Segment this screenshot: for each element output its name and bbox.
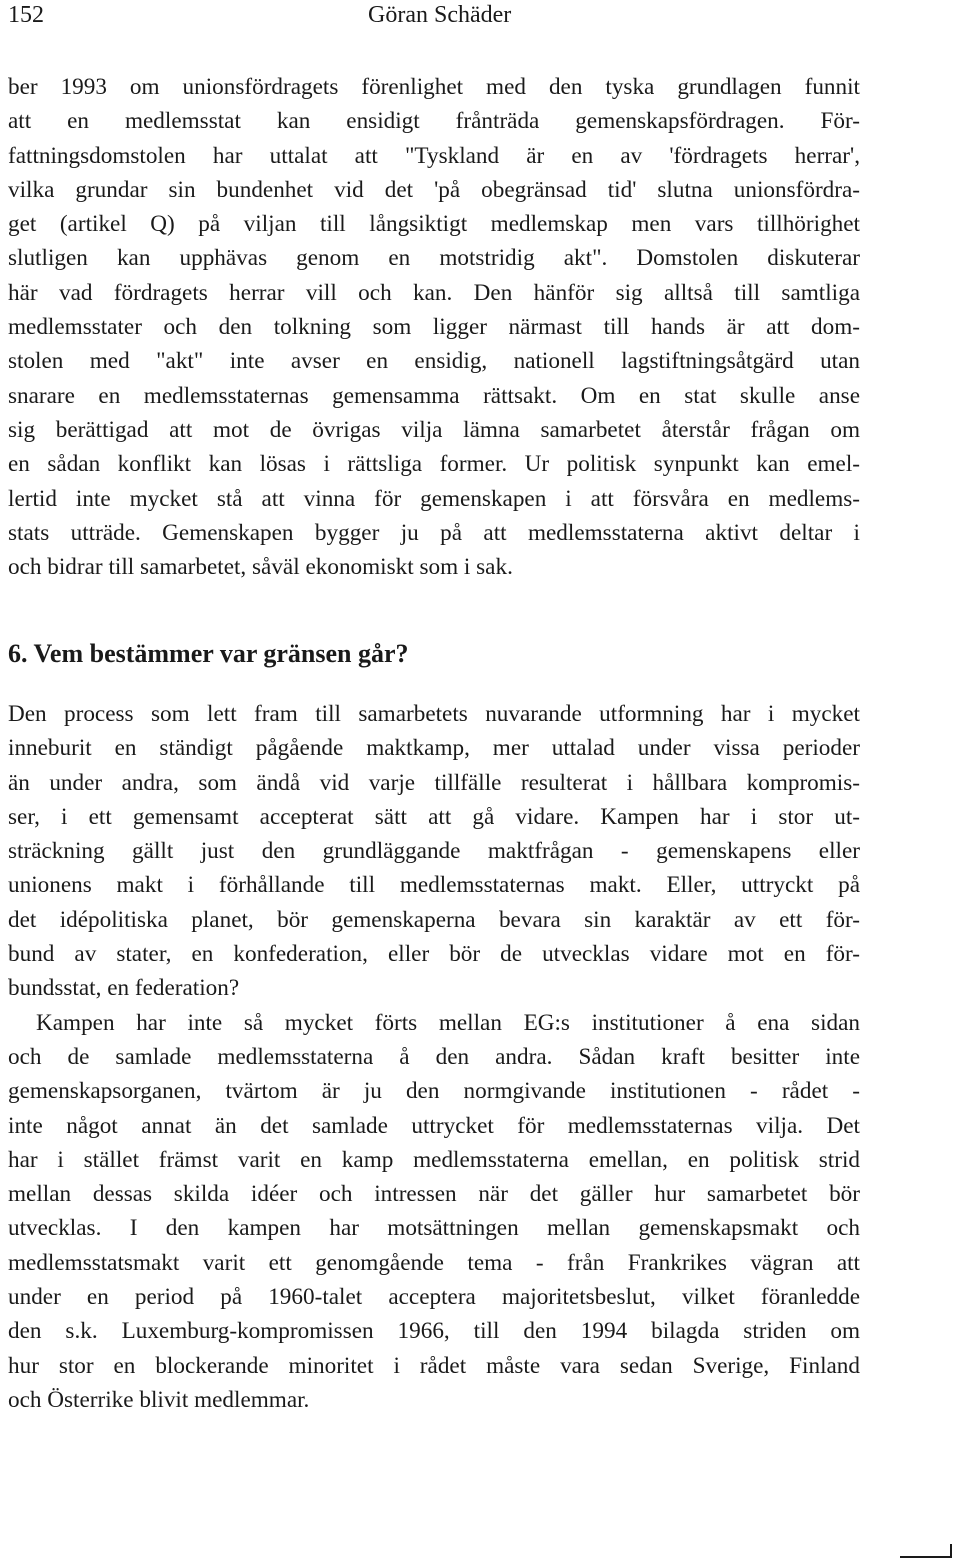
text-line: mellan dessas skilda idéer och intressen när det gäller hur samarbetet bör (8, 1181, 860, 1208)
running-head: Göran Schäder (368, 2, 512, 28)
text-line: inte något annat än det samlade uttrycket för medlemsstaternas vilja. Det (8, 1112, 860, 1139)
text-line: bund av stater, en konfederation, eller bör de utvecklas vidare mot en för- (8, 941, 860, 968)
text-line: get (artikel Q) på viljan till långsiktigt medlemskap men vars tillhörighet (8, 211, 860, 238)
text-line: vilka grundar sin bundenhet vid det 'på obegränsad tid' slutna unionsfördra- (8, 176, 860, 203)
text-line: och bidrar till samarbetet, såväl ekonomiskt som i sak. (8, 554, 513, 581)
text-line: slutligen kan upphävas genom en motstridig akt". Domstolen diskuterar (8, 245, 860, 272)
text-line: och Österrike blivit medlemmar. (8, 1386, 310, 1413)
text-line: ber 1993 om unionsfördragets förenlighet med den tyska grundlagen funnit (8, 74, 860, 100)
text-line: gemenskapsorganen, tvärtom är ju den normgivande institutionen - rådet - (8, 1078, 860, 1105)
page-number: 152 (8, 2, 44, 28)
text-line: medlemsstatsmakt varit ett genomgående tema - från Frankrikes vägran att (8, 1249, 860, 1276)
paragraph-2 (8, 697, 860, 1417)
text-line: än under andra, som ändå vid varje tillfälle resulterat i hållbara kompromis- (8, 769, 860, 796)
page-header (0, 0, 960, 34)
paragraph-1 (8, 70, 860, 584)
text-line: fattningsdomstolen har uttalat att "Tyskland är en av 'fördragets herrar', (8, 142, 860, 169)
text-line: lertid inte mycket stå att vinna för gemenskapen i att försvåra en medlems- (8, 485, 860, 512)
section-heading: 6. Vem bestämmer var gränsen går? (8, 639, 409, 668)
text-line: sträckning gällt just den grundläggande maktfrågan - gemenskapens eller (8, 838, 860, 865)
crop-mark (900, 1556, 952, 1558)
text-line: under en period på 1960-talet acceptera majoritetsbeslut, vilket föranledde (8, 1284, 860, 1311)
text-line: en sådan konflikt kan lösas i rättsliga former. Ur politisk synpunkt kan emel- (8, 451, 860, 478)
text-line: bundsstat, en federation? (8, 975, 240, 1002)
text-line: sig berättigad att mot de övrigas vilja lämna samarbetet återstår frågan om (8, 416, 860, 443)
text-line: inneburit en ständigt pågående maktkamp, mer uttalad under vissa perioder (8, 735, 860, 762)
text-line: har i stället främst varit en kamp medlemsstaterna emellan, en politisk strid (8, 1146, 860, 1173)
text-line: Den process som lett fram till samarbetets nuvarande utformning har i mycket (8, 701, 860, 727)
text-line: att en medlemsstat kan ensidigt frånträda gemenskapsfördragen. För- (8, 108, 860, 135)
text-line: här vad fördragets herrar vill och kan. Den hänför sig alltså till samtliga (8, 279, 860, 306)
text-line: utvecklas. I den kampen har motsättningen mellan gemenskapsmakt och (8, 1215, 860, 1242)
text-line: det idépolitiska planet, bör gemenskaperna bevara sin karaktär av ett för- (8, 906, 860, 933)
text-line: snarare en medlemsstaternas gemensamma rättsakt. Om en stat skulle anse (8, 382, 860, 409)
text-line: den s.k. Luxemburg-kompromissen 1966, till den 1994 bilagda striden om (8, 1318, 860, 1345)
text-line: stats utträde. Gemenskapen bygger ju på att medlemsstaterna aktivt deltar i (8, 519, 860, 546)
text-line: Kampen har inte så mycket förts mellan EG:s institutioner å ena sidan (36, 1009, 860, 1036)
text-line: stolen med "akt" inte avser en ensidig, nationell lagstiftningsåtgärd utan (8, 348, 860, 375)
text-line: hur stor en blockerande minoritet i rådet måste vara sedan Sverige, Finland (8, 1352, 860, 1379)
text-line: ser, i ett gemensamt accepterat sätt att gå vidare. Kampen har i stor ut- (8, 803, 860, 830)
text-line: medlemsstater och den tolkning som ligger närmast till hands är att dom- (8, 314, 860, 341)
text-line: unionens makt i förhållande till medlemsstaternas makt. Eller, uttryckt på (8, 872, 860, 899)
text-line: och de samlade medlemsstaterna å den andra. Sådan kraft besitter inte (8, 1043, 860, 1070)
